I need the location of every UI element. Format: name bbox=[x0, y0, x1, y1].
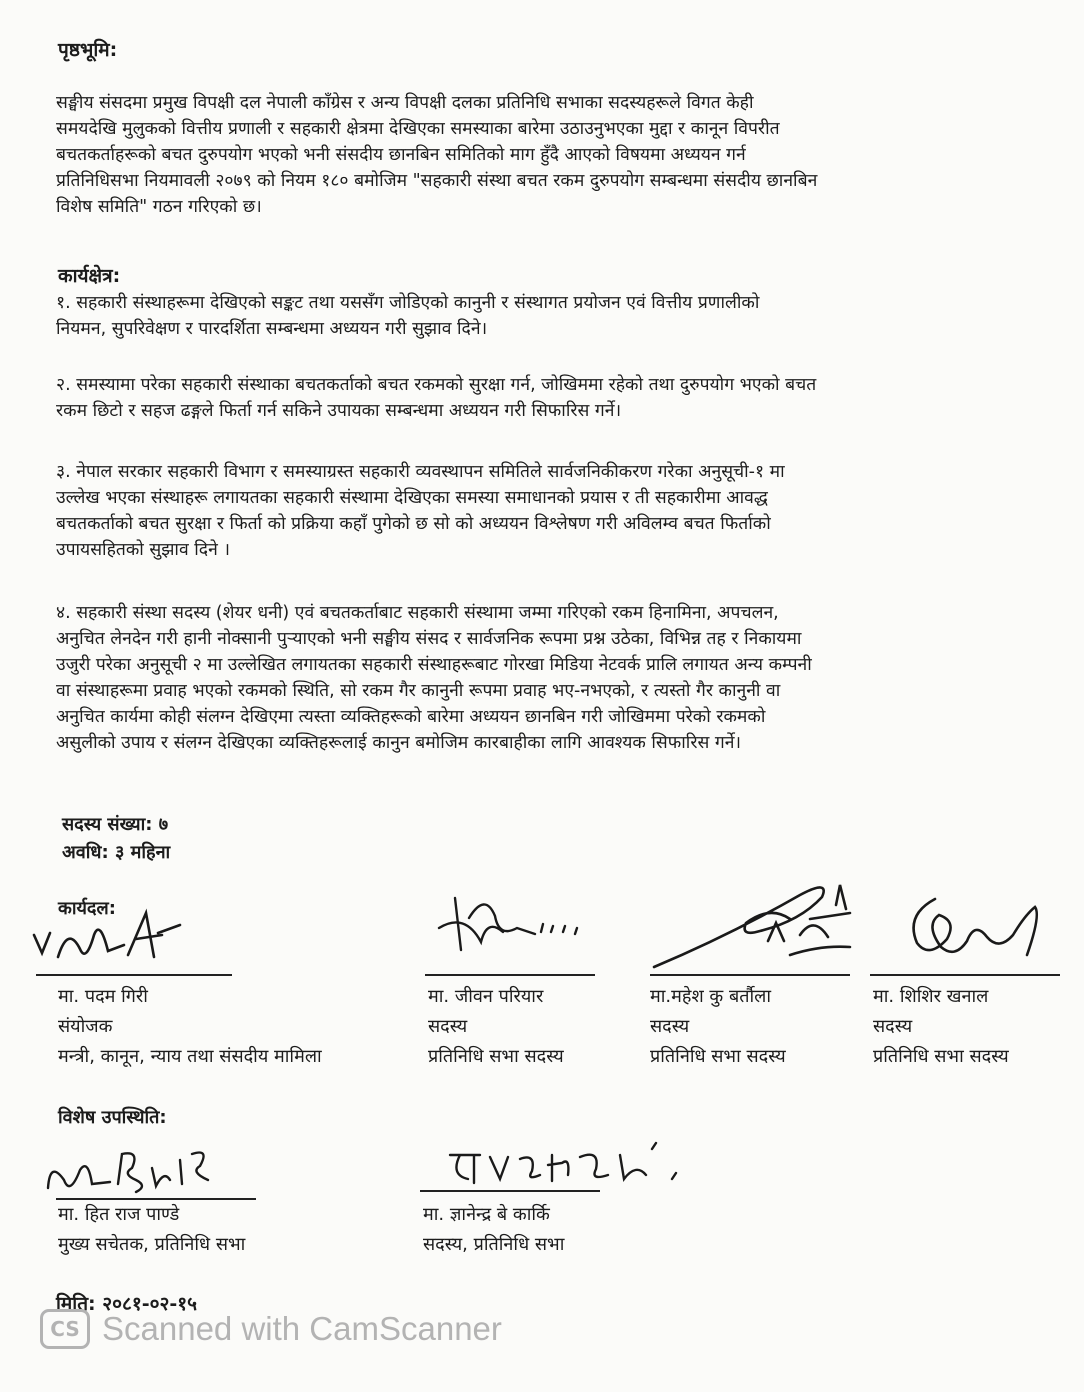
signature-line bbox=[870, 974, 1060, 976]
member-office: प्रतिनिधि सभा सदस्य bbox=[650, 1046, 786, 1067]
scope-item-1 bbox=[56, 290, 1046, 342]
paragraph-line: बचतकर्ताको बचत सुरक्षा र फिर्ता को प्रक्रिया कहाँ पुगेको छ सो को अध्ययन विश्लेषण गरी अविलम्व बचत फिर्ताको bbox=[56, 514, 771, 534]
signature-gyanendra-karki bbox=[440, 1135, 690, 1195]
member-office: प्रतिनिधि सभा सदस्य bbox=[873, 1046, 1009, 1067]
paragraph-line: २. समस्यामा परेका सहकारी संस्थाका बचतकर्ताको बचत रकमको सुरक्षा गर्न, जोखिममा रहेको तथा दुरुपयोग भएको बचत bbox=[56, 375, 817, 395]
paragraph-line: ३. नेपाल सरकार सहकारी विभाग र समस्याग्रस्त सहकारी व्यवस्थापन समितिले सार्वजनिकीकरण गरेका अनुसूची-१ मा bbox=[56, 462, 785, 482]
paragraph-line: उपायसहितको सुझाव दिने । bbox=[56, 540, 230, 560]
scope-item-4 bbox=[56, 600, 1046, 756]
signature-mahesh-bartaula bbox=[650, 875, 880, 975]
paragraph-line: वा संस्थाहरूमा प्रवाह भएको रकमको स्थिति, सो रकम गैर कानुनी रूपमा प्रवाह भए-नभएको, र त्यस्तो गैर कानुनी वा bbox=[56, 681, 781, 701]
paragraph-line: सङ्घीय संसदमा प्रमुख विपक्षी दल नेपाली काँग्रेस र अन्य विपक्षी दलका प्रतिनिधि सभाका सदस्यहरूले विगत केही bbox=[56, 93, 754, 113]
paragraph-line: विशेष समिति" गठन गरिएको छ। bbox=[56, 197, 262, 217]
member-office: प्रतिनिधि सभा सदस्य bbox=[428, 1046, 564, 1067]
member-name: मा. शिशिर खनाल bbox=[873, 986, 989, 1007]
scope-heading: कार्यक्षेत्र: bbox=[58, 265, 121, 287]
member-office: सदस्य, प्रतिनिधि सभा bbox=[423, 1234, 565, 1255]
scope-item-3 bbox=[56, 459, 1046, 563]
document-date: मिति: २०८१-०२-१५ bbox=[56, 1293, 198, 1315]
special-member-1 bbox=[58, 1200, 245, 1260]
member-name: मा. हित राज पाण्डे bbox=[58, 1204, 180, 1225]
signature-jeevan-pariyar bbox=[425, 888, 605, 968]
paragraph-line: बचतकर्ताहरूको बचत दुरुपयोग भएको भनी संसदीय छानबिन समितिको माग हुँदै आएको विषयमा अध्ययन गर्न bbox=[56, 145, 746, 165]
taskforce-member-2 bbox=[428, 982, 564, 1072]
taskforce-member-1 bbox=[58, 982, 322, 1072]
paragraph-line: अनुचित लेनदेन गरी हानी नोक्सानी पुऱ्याएको भनी सङ्घीय संसद र सार्वजनिक रूपमा प्रश्न उठेका, विभिन्न तह र निकायमा bbox=[56, 629, 802, 649]
duration: अवधि: ३ महिना bbox=[62, 842, 171, 863]
member-office: मन्त्री, कानून, न्याय तथा संसदीय मामिला bbox=[58, 1046, 322, 1067]
member-role: सदस्य bbox=[873, 1016, 913, 1037]
camscanner-watermark bbox=[40, 1305, 502, 1353]
signature-hit-raj-pande bbox=[40, 1140, 250, 1204]
member-name: मा.महेश कु बर्तौला bbox=[650, 986, 772, 1007]
member-count: सदस्य संख्या: ७ bbox=[62, 814, 169, 835]
signature-line bbox=[425, 974, 595, 976]
member-role: सदस्य bbox=[428, 1016, 468, 1037]
paragraph-line: अनुचित कार्यमा कोही संलग्न देखिएमा त्यस्ता व्यक्तिहरूको बारेमा अध्ययन छानबिन गरी जोखिममा परेको रकमको bbox=[56, 707, 766, 727]
special-member-2 bbox=[423, 1200, 564, 1260]
paragraph-line: रकम छिटो र सहज ढङ्गले फिर्ता गर्न सकिने उपायका सम्बन्धमा अध्ययन गरी सिफारिस गर्ने। bbox=[56, 401, 622, 421]
paragraph-line: उल्लेख भएका संस्थाहरू लगायतका सहकारी संस्थामा देखिएका समस्या समाधानको प्रयास र ती सहकारीमा आवद्ध bbox=[56, 488, 768, 508]
scope-item-2 bbox=[56, 372, 1046, 424]
paragraph-line: उजुरी परेका अनुसूची २ मा उल्लेखित लगायतका सहकारी संस्थाहरूबाट गोरखा मिडिया नेटवर्क प्रालि लगायत अन्य कम्पनी bbox=[56, 655, 812, 675]
background-heading: पृष्ठभूमि: bbox=[58, 39, 118, 61]
camscanner-logo-icon: CS bbox=[40, 1309, 90, 1349]
paragraph-line: नियमन, सुपरिवेक्षण र पारदर्शिता सम्बन्धमा अध्ययन गरी सुझाव दिने। bbox=[56, 319, 488, 339]
paragraph-line: प्रतिनिधिसभा नियमावली २०७९ को नियम १८० बमोजिम "सहकारी संस्था बचत रकम दुरुपयोग सम्बन्धमा संसदीय छानबिन bbox=[56, 171, 818, 191]
signature-line bbox=[420, 1190, 600, 1192]
member-role: संयोजक bbox=[58, 1016, 113, 1037]
taskforce-heading: कार्यदल: bbox=[58, 898, 116, 919]
signature-line bbox=[36, 974, 232, 976]
paragraph-line: ४. सहकारी संस्था सदस्य (शेयर धनी) एवं बचतकर्ताबाट सहकारी संस्थामा जम्मा गरिएको रकम हिनामिना, अपचलन, bbox=[56, 603, 779, 623]
taskforce-member-4 bbox=[873, 982, 1009, 1072]
member-role: सदस्य bbox=[650, 1016, 690, 1037]
signature-line bbox=[650, 974, 850, 976]
member-name: मा. ज्ञानेन्द्र बे कार्कि bbox=[423, 1204, 550, 1225]
signature-shishir-khanal bbox=[895, 885, 1055, 975]
member-name: मा. पदम गिरी bbox=[58, 986, 148, 1007]
paragraph-line: १. सहकारी संस्थाहरूमा देखिएको सङ्कट तथा यससँग जोडिएको कानुनी र संस्थागत प्रयोजन एवं वित्तीय प्रणालीको bbox=[56, 293, 760, 313]
background-paragraph bbox=[56, 90, 1046, 220]
member-name: मा. जीवन परियार bbox=[428, 986, 544, 1007]
paragraph-line: समयदेखि मुलुकको वित्तीय प्रणाली र सहकारी क्षेत्रमा देखिएका समस्याका बारेमा उठाउनुभएका मुद्दा र कानून विपरीत bbox=[56, 119, 780, 139]
paragraph-line: असुलीको उपाय र संलग्न देखिएका व्यक्तिहरूलाई कानुन बमोजिम कारबाहीका लागि आवश्यक सिफारिस गर्ने। bbox=[56, 733, 742, 753]
signature-padam-giri bbox=[28, 905, 228, 975]
taskforce-member-3 bbox=[650, 982, 786, 1072]
member-office: मुख्य सचेतक, प्रतिनिधि सभा bbox=[58, 1234, 246, 1255]
watermark-text: Scanned with CamScanner bbox=[102, 1310, 502, 1347]
special-heading: विशेष उपस्थिति: bbox=[58, 1107, 167, 1128]
